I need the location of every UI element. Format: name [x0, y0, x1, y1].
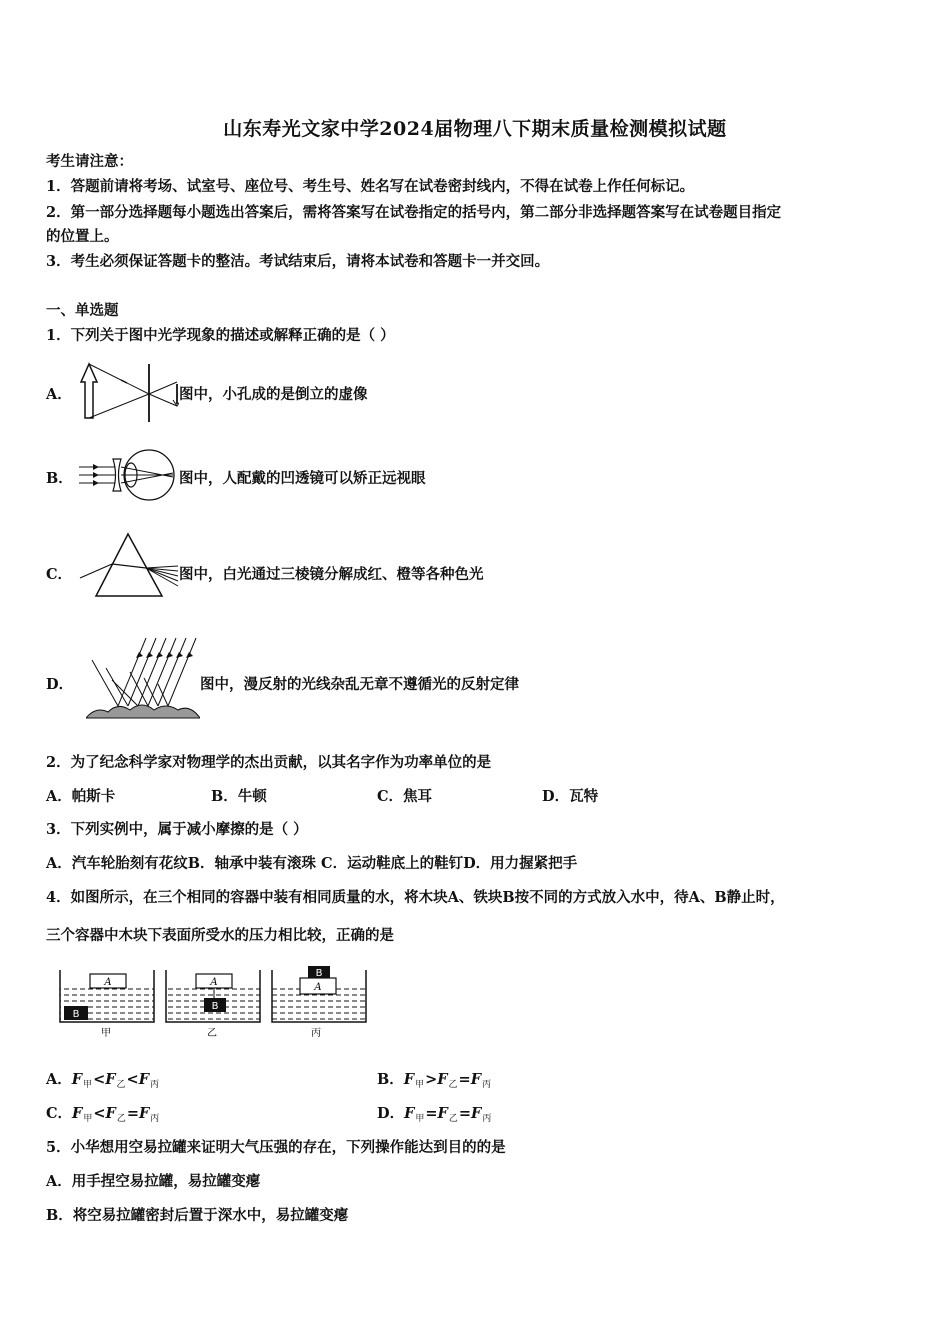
q4-option-d: D．$F_甲=F_乙=F_丙$: [377, 1105, 492, 1124]
notice-line-1: 1．答题前请将考场、试室号、座位号、考生号、姓名写在试卷密封线内，不得在试卷上作任何标记。: [46, 178, 695, 195]
q2-option-a: A．帕斯卡: [46, 788, 116, 805]
block-b-label-3: B: [315, 968, 323, 979]
notice-line-2b: 的位置上。: [46, 228, 119, 245]
q2-option-c: C．焦耳: [377, 788, 433, 805]
q4-stem-line-2: 三个容器中木块下表面所受水的压力相比较，正确的是: [46, 927, 394, 944]
q5-option-b: B．将空易拉罐密封后置于深水中，易拉罐变瘪: [46, 1207, 349, 1224]
q1-option-b-label: B．: [46, 470, 73, 487]
pinhole-figure: [73, 360, 179, 424]
q3-stem: 3．下列实例中，属于减小摩擦的是（ ）: [46, 821, 308, 838]
container-yi: [166, 970, 260, 1039]
q4-stem-line-1: 4．如图所示，在三个相同的容器中装有相同质量的水，将木块A、铁块B按不同的方式放入水中，待A、B静止时，: [46, 889, 785, 906]
q5-option-a: A．用手捏空易拉罐，易拉罐变瘪: [46, 1173, 261, 1190]
container-label-jia: 甲: [101, 1028, 111, 1039]
container-label-bing: 丙: [311, 1028, 321, 1039]
notice-line-3: 3．考生必须保证答题卡的整洁。考试结束后，请将本试卷和答题卡一并交回。: [46, 253, 550, 270]
block-b-label-2: B: [211, 1001, 219, 1012]
q1-option-a-label: A．: [46, 386, 72, 403]
container-jia: [60, 970, 154, 1039]
block-b-label-1: B: [72, 1009, 80, 1020]
container-label-yi: 乙: [207, 1028, 217, 1039]
notice-line-2a: 2．第一部分选择题每小题选出答案后，需将答案写在试卷指定的括号内，第二部分非选择题答案写在试卷题目指定: [46, 204, 782, 221]
q1-stem: 1．下列关于图中光学现象的描述或解释正确的是（ ）: [46, 327, 395, 344]
containers-figure: [56, 962, 374, 1042]
notice-heading: 考生请注意：: [46, 153, 133, 170]
q4-option-b: B．$F_甲>F_乙=F_丙$: [377, 1071, 492, 1090]
q4-option-a: A．$F_甲<F_乙<F_丙$: [46, 1071, 160, 1090]
section-heading: 一、单选题: [46, 302, 119, 319]
prism-figure: [78, 530, 180, 602]
block-a-label-2: A: [210, 977, 218, 988]
q2-option-d: D．瓦特: [542, 788, 599, 805]
q4-option-c: C．$F_甲<F_乙=F_丙$: [46, 1105, 160, 1124]
q1-option-c-text: 图中，白光通过三棱镜分解成红、橙等各种色光: [179, 566, 484, 583]
q1-option-d-label: D．: [46, 676, 74, 693]
q1-option-d-text: 图中，漫反射的光线杂乱无章不遵循光的反射定律: [200, 676, 519, 693]
diffuse-reflection-figure: [86, 634, 200, 722]
container-bing: [272, 966, 366, 1039]
q1-option-c-label: C．: [46, 566, 73, 583]
q3-options: A．汽车轮胎刻有花纹B．轴承中装有滚珠 C．运动鞋底上的鞋钉D．用力握紧把手: [46, 855, 578, 872]
q1-option-a-text: 图中，小孔成的是倒立的虚像: [179, 386, 368, 403]
q2-option-b: B．牛顿: [211, 788, 267, 805]
q5-stem: 5．小华想用空易拉罐来证明大气压强的存在，下列操作能达到目的的是: [46, 1139, 506, 1156]
block-a-label-1: A: [104, 977, 112, 988]
q2-stem: 2．为了纪念科学家对物理学的杰出贡献，以其名字作为功率单位的是: [46, 754, 492, 771]
eye-lens-figure: [73, 447, 179, 503]
page-title: 山东寿光文家中学2024届物理八下期末质量检测模拟试题: [223, 118, 727, 140]
block-a-label-3: A: [314, 982, 322, 993]
q1-option-b-text: 图中，人配戴的凹透镜可以矫正远视眼: [179, 470, 426, 487]
